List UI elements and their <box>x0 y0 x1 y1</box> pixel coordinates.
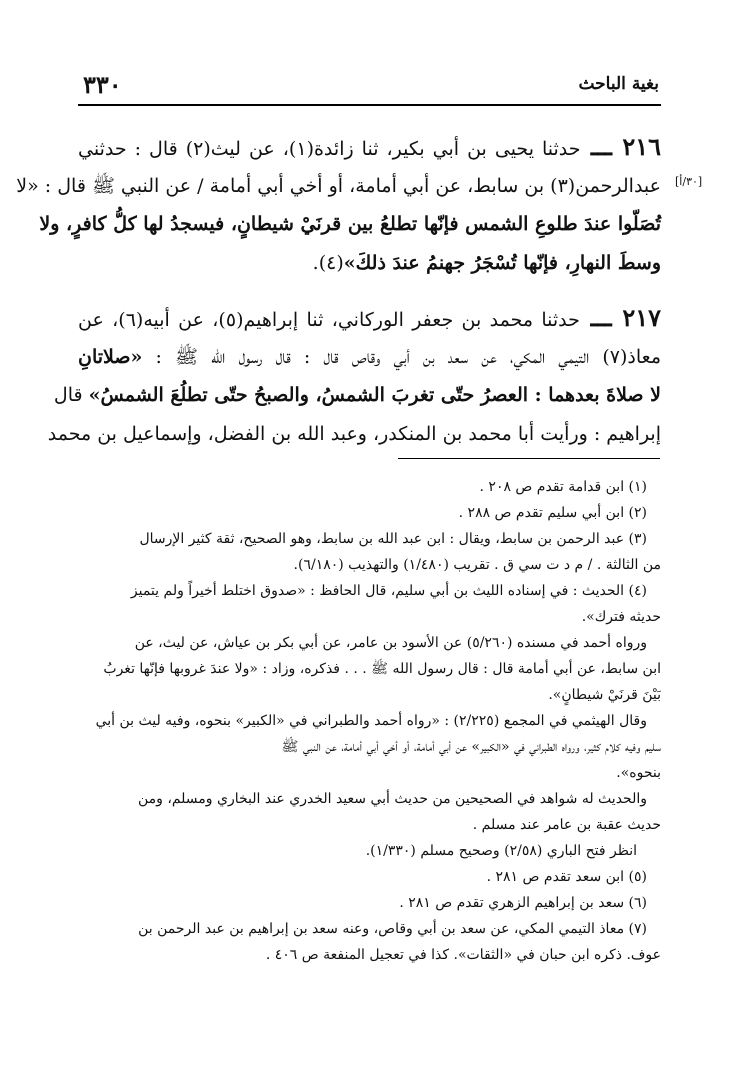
hadith-217-line-3 <box>53 376 661 415</box>
hadith-217-line-2 <box>78 338 661 377</box>
header-rule <box>78 104 661 106</box>
hadith-217-line-4 <box>47 415 661 454</box>
line-bold-text: لا صلاةَ بعدهما : العصرُ حتّى تغربَ الشمسُ، والصبحُ حتّى تطلُعَ الشمسُ» <box>88 384 661 406</box>
footnote-rule <box>398 458 660 459</box>
manuscript-folio-ref: [٣٠/أ] <box>675 175 703 188</box>
hadith-216-line-3 <box>39 205 661 244</box>
line-text: (٤). <box>312 251 344 274</box>
line-text: قال <box>53 384 89 406</box>
line-bold-text: تُصَلّوا عندَ طلوعِ الشمس فإنّها تطلعُ بين قرنَيْ شيطانٍ، فيسجدُ لها كلُّ كافرٍ، ولا <box>39 213 661 235</box>
footnote-line: (٦) سعد بن إبراهيم الزهري تقدم ص ٢٨١ . <box>399 895 647 911</box>
footnote-line: (٣) عبد الرحمن بن سابط، ويقال : ابن عبد الله بن سابط، وهو الصحيح، ثقة كثير الإرسال <box>139 531 647 547</box>
footnote-line: (٥) ابن سعد تقدم ص ٢٨١ . <box>486 869 647 885</box>
footnote-line: من الثالثة . / م د ت سي ق . تقريب (١/٤٨٠) والتهذيب (٦/١٨٠). <box>293 557 661 573</box>
line-text: إبراهيم : ورأيت أبا محمد بن المنكدر، وعبد الله بن الفضل، وإسماعيل بن محمد <box>47 422 661 445</box>
hadith-text <box>16 128 661 453</box>
footnote-line: (١) ابن قدامة تقدم ص ٢٠٨ . <box>479 479 647 495</box>
line-text: حدثنا محمد بن جعفر الوركاني، ثنا إبراهيم(٥)، عن أبيه(٦)، عن <box>78 309 580 331</box>
footnote-line: وقال الهيثمي في المجمع (٢/٢٢٥) : «رواه أحمد والطبراني في «الكبير» بنحوه، وفيه ليث بن أبي <box>95 713 647 729</box>
footnote-line: بنحوه». <box>616 765 661 781</box>
line-text: عبدالرحمن(٣) بن سابط، عن أبي أمامة، أو أخي أبي أمامة / عن النبي ﷺ قال : «لا <box>16 174 661 197</box>
footnote-line: سليم وفيه كلام كثير، ورواه الطبراني في «الكبير» عن أبي أمامة، أو أخي أبي أمامة، عن النبي ﷺ <box>281 739 661 755</box>
footnote-line: بَيْنَ قرنَيْ شيطانٍ». <box>548 687 661 703</box>
footnote-line: (٤) الحديث : في إسناده الليث بن أبي سليم، قال الحافظ : «صدوق اختلط أخيراً ولم يتميز <box>130 583 647 599</box>
hadith-216-line-2 <box>16 167 661 206</box>
line-text: حدثنا يحيى بن أبي بكير، ثنا زائدة(١)، عن ليث(٢) قال : حدثني <box>78 138 581 160</box>
footnote-line: ابن سابط، عن أبي أمامة قال : قال رسول الله ﷺ . . . فذكره، وزاد : «ولا عندَ غروبها فإنّها تغربُ <box>103 661 661 677</box>
footnote-line: (٧) معاذ التيمي المكي، عن سعد بن أبي وقاص، وعنه سعد بن إبراهيم بن عبد الرحمن بن <box>138 921 647 937</box>
footnote-line: حديثه فترك». <box>581 609 661 625</box>
hadith-number: ٢١٧ ـــ <box>579 303 661 332</box>
footnote-line: والحديث له شواهد في الصحيحين من حديث أبي سعيد الخدري عند البخاري ومسلم، ومن <box>137 791 647 807</box>
running-header-title: بغية الباحث <box>578 74 659 94</box>
line-text: معاذ(٧) التيمي المكي، عن سعد بن أبي وقاص قال : قال رسول الله ﷺ : <box>142 345 661 368</box>
footnotes <box>78 474 661 968</box>
footnote-line: ورواه أحمد في مسنده (٥/٢٦٠) عن الأسود بن عامر، عن أبي بكر بن عياش، عن ليث، عن <box>134 635 647 651</box>
hadith-217-line-1 <box>78 299 661 338</box>
hadith-216-line-4 <box>78 244 661 283</box>
hadith-number: ٢١٦ ـــ <box>580 132 661 161</box>
footnote-line: انظر فتح الباري (٢/٥٨) وصحيح مسلم (١/٣٣٠). <box>365 843 637 859</box>
page-number: ٣٣٠ <box>83 70 122 99</box>
footnote-line: عوف. ذكره ابن حبان في «الثقات». كذا في تعجيل المنفعة ص ٤٠٦ . <box>265 947 661 963</box>
footnote-line: حديث عقبة بن عامر عند مسلم . <box>472 817 661 833</box>
footnote-line: (٢) ابن أبي سليم تقدم ص ٢٨٨ . <box>458 505 647 521</box>
line-bold-text: «صلاتانِ <box>78 345 143 368</box>
hadith-216-line-1 <box>78 128 661 167</box>
line-bold-text: وسطَ النهارِ، فإنّها تُسْجَرُ جهنمُ عندَ ذلكَ» <box>343 251 661 274</box>
